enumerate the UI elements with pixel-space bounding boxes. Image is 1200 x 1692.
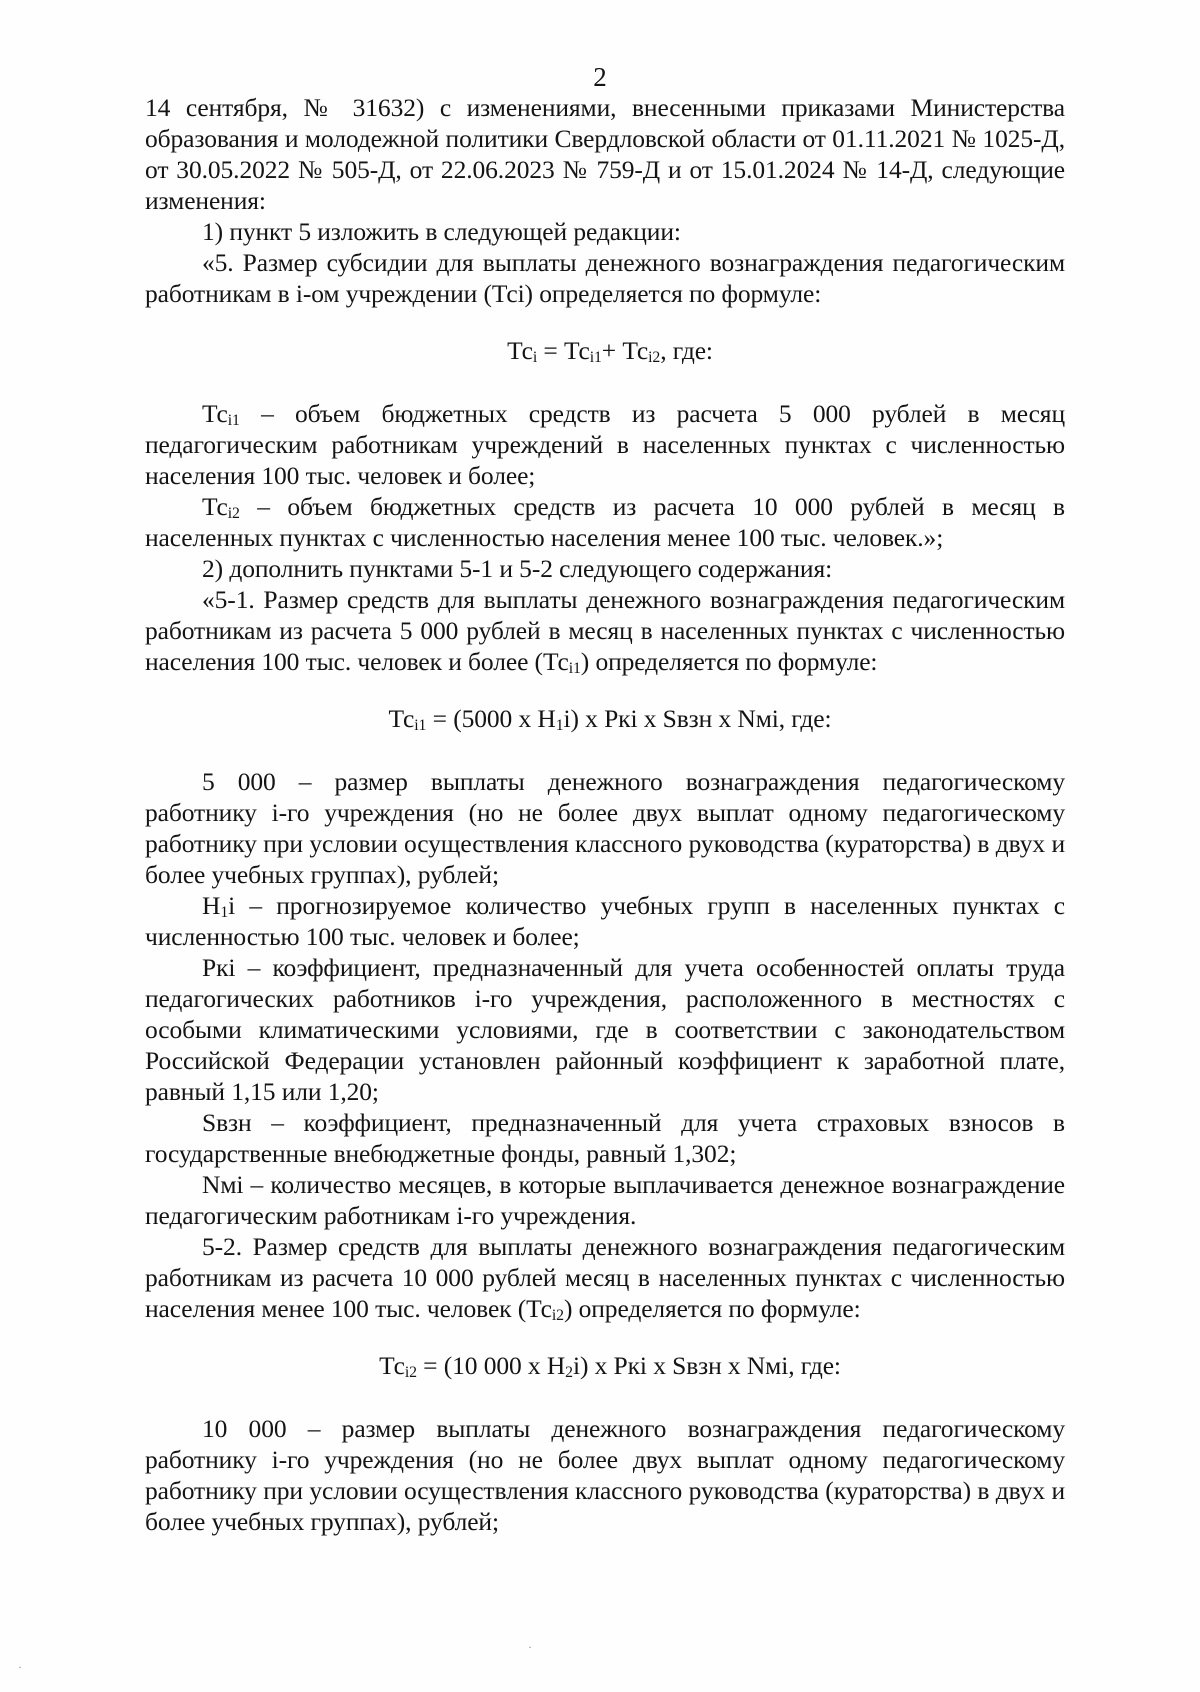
item-1: 1) пункт 5 изложить в следующей редакции: [202, 217, 681, 246]
clause-5-2: 5-2. Размер средств для выплаты денежного вознаграждения педагогическим работникам из расчета 10 000 рублей месяц в населенных пунктах с численностью населения менее 100 тыс. человек $(Тс_{i2})$ определяется по формуле: [145, 1232, 1065, 1325]
formula-tci1: $Тс_{i1} = (5000$ х $Н_1i$) х Ркi х Sвзн х Nмi, где: [388, 704, 832, 735]
definition-svzn: Sвзн – коэффициент, предназначенный для учета страховых взносов в государственные внебюджетные фонды, равный 1,302; [145, 1108, 1065, 1168]
document-body [145, 92, 1065, 1537]
page-number: 2 [593, 62, 607, 92]
definition-rki: Ркi – коэффициент, предназначенный для учета особенностей оплаты труда педагогических работников i-го учреждения, расположенного в местностях с особыми климатическими условиями, где в соответствии с законодательством Российской Федерации установлен районный коэффициент к заработной плате, равный 1,15 или 1,20; [145, 953, 1065, 1106]
formula-total: $Тс_i = Тс_{i1}+ Тс_{i2}$, где: [507, 336, 713, 367]
definition-5000: 5 000 – размер выплаты денежного вознаграждения педагогическому работнику i-го учреждения (но не более двух выплат одному педагогическому работнику при условии осуществления классного руководства (кураторства) в двух и более учебных группах), рублей; [145, 767, 1065, 889]
definition-10000: 10 000 – размер выплаты денежного вознаграждения педагогическому работнику i-го учреждения (но не более двух выплат одному педагогическому работнику при условии осуществления классного руководства (кураторства) в двух и более учебных группах), рублей; [145, 1414, 1065, 1536]
definition-nmi: Nмi – количество месяцев, в которые выплачивается денежное вознаграждение педагогическим работникам i-го учреждения. [145, 1170, 1065, 1230]
clause-5-1: «5-1. Размер средств для выплаты денежного вознаграждения педагогическим работникам из расчета 5 000 рублей в месяц в населенных пунктах с численностью населения 100 тыс. человек и более $(Тс_{i1})$ определяется по формуле: [145, 585, 1065, 678]
clause-5: «5. Размер субсидии для выплаты денежного вознаграждения педагогическим работникам в i-ом учреждении (Тсi) определяется по формуле: [145, 248, 1065, 308]
definition-tci2: $Тс_{i2}$ – объем бюджетных средств из расчета 10 000 рублей в месяц в населенных пунктах с численностью населения менее 100 тыс. человек.»; [145, 492, 1065, 552]
formula-tci2: $Тс_{i2} = (10$ 000 х $Н_2i$) х Ркi х Sвзн х Nмi, где: [379, 1351, 841, 1382]
intro-paragraph: 14 сентября, № 31632) с изменениями, внесенными приказами Министерства образования и молодежной политики Свердловской области от 01.11.2021 № 1025-Д, от 30.05.2022 № 505-Д, от 22.06.2023 № 759-Д и от 15.01.2024 № 14-Д, следующие изменения: [145, 93, 1065, 215]
definition-tci1: $Тс_{i1}$ – объем бюджетных средств из расчета 5 000 рублей в месяц педагогическим работникам учреждений в населенных пунктах с численностью населения 100 тыс. человек и более; [145, 399, 1065, 490]
item-2: 2) дополнить пунктами 5-1 и 5-2 следующего содержания: [202, 554, 833, 583]
scan-speck: · [18, 1660, 22, 1674]
scan-speck: · [528, 1640, 532, 1654]
definition-h1i: $Н_1i$ – прогнозируемое количество учебных групп в населенных пунктах с численностью 100 тыс. человек и более; [145, 891, 1065, 951]
